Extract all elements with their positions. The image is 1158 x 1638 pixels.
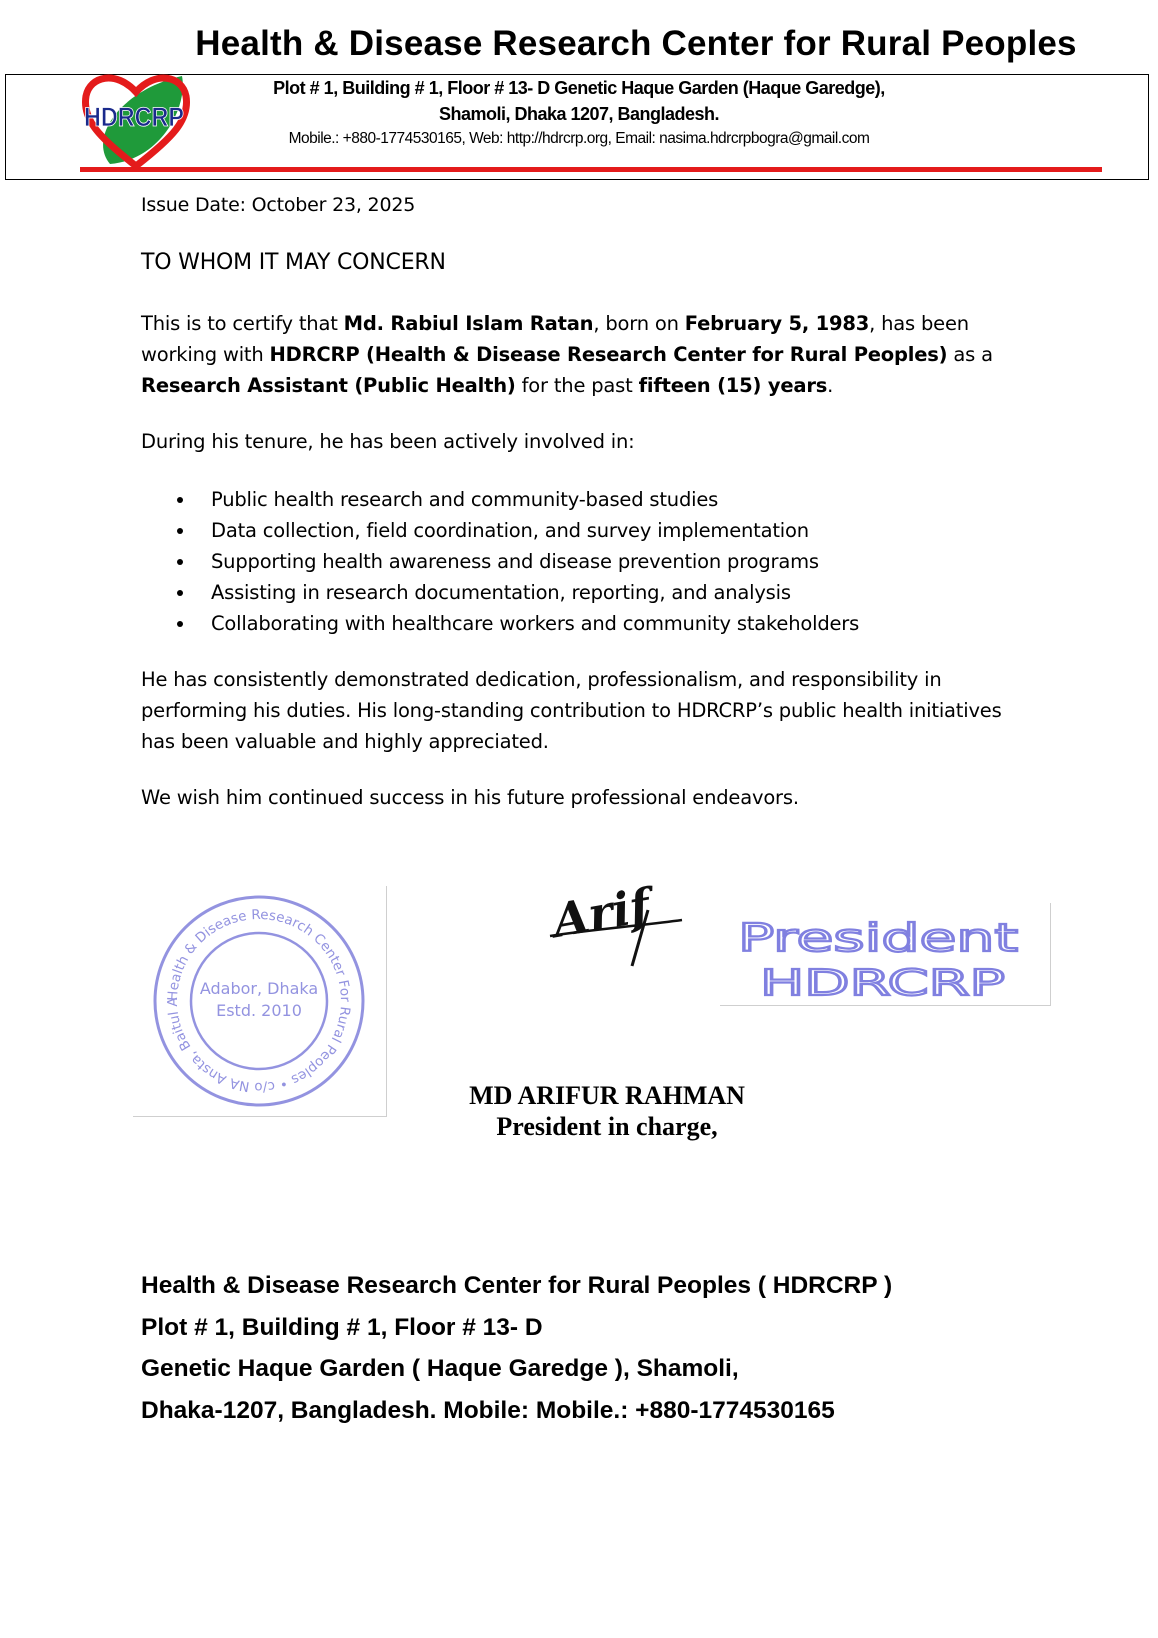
footer-line1: Health & Disease Research Center for Rural Peoples ( HDRCRP ) bbox=[141, 1272, 893, 1299]
seal-center-line2: Estd. 2010 bbox=[216, 1001, 302, 1020]
tenure-intro: During his tenure, he has been actively involved in: bbox=[141, 430, 635, 453]
footer-line4: Dhaka-1207, Bangladesh. Mobile: Mobile.: +880-1774530165 bbox=[141, 1396, 835, 1424]
list-item: Supporting health awareness and disease prevention programs bbox=[141, 546, 859, 577]
list-item: Data collection, field coordination, and survey implementation bbox=[141, 515, 859, 546]
footer-line3: Genetic Haque Garden ( Haque Garedge ), Shamoli, bbox=[141, 1355, 739, 1382]
employee-position: Research Assistant (Public Health) bbox=[141, 374, 516, 397]
footer-line2: Plot # 1, Building # 1, Floor # 13- D bbox=[141, 1313, 543, 1341]
duties-list bbox=[141, 484, 859, 639]
bullet-icon bbox=[177, 528, 183, 534]
president-stamp bbox=[720, 903, 1051, 1006]
logo-text: HDRCRP bbox=[84, 102, 184, 132]
bullet-icon bbox=[177, 621, 183, 627]
seal-ring-text: Health & Disease Research Center For Rural Peoples • c/o NA Ansta, Baitul A bbox=[164, 906, 354, 1096]
bullet-icon bbox=[177, 559, 183, 565]
letterhead-address-line1: Plot # 1, Building # 1, Floor # 13- D Genetic Haque Garden (Haque Garedge), bbox=[273, 78, 885, 98]
employment-duration: fifteen (15) years bbox=[638, 374, 828, 397]
certification-paragraph: This is to certify that Md. Rabiul Islam Ratan, born on February 5, 1983, has been working with HDRCRP (Health & Disease Research Center for Rural Peoples) as a Research Assistant (Public Health) for the past fifteen (15) years. bbox=[141, 312, 993, 397]
closing-paragraph: We wish him continued success in his future professional endeavors. bbox=[141, 786, 799, 809]
footer-address bbox=[141, 1265, 892, 1431]
letterhead-title: Health & Disease Research Center for Rural Peoples bbox=[195, 24, 1077, 63]
signer-title: President in charge, bbox=[496, 1112, 718, 1141]
issue-date: Issue Date: October 23, 2025 bbox=[141, 194, 416, 216]
president-stamp-line1: President bbox=[738, 916, 1018, 960]
list-item: Assisting in research documentation, reporting, and analysis bbox=[141, 577, 859, 608]
letterhead-red-rule bbox=[80, 167, 1102, 172]
bullet-icon bbox=[177, 590, 183, 596]
organization-seal bbox=[133, 886, 387, 1117]
organization-name: HDRCRP (Health & Disease Research Center for Rural Peoples) bbox=[269, 343, 948, 366]
list-item: Public health research and community-based studies bbox=[141, 484, 859, 515]
signer-name: MD ARIFUR RAHMAN bbox=[469, 1081, 745, 1110]
seal-stamp-icon bbox=[133, 886, 386, 1116]
performance-paragraph: He has consistently demonstrated dedication, professionalism, and responsibility in performing his duties. His long-standing contribution to HDRCRP’s public health initiatives has been valuable and highly appreciated. bbox=[141, 668, 1002, 753]
employee-dob: February 5, 1983 bbox=[684, 312, 870, 335]
employee-name: Md. Rabiul Islam Ratan bbox=[343, 312, 594, 335]
letterhead-contact-line: Mobile.: +880-1774530165, Web: http://hdrcrp.org, Email: nasima.hdrcrpbogra@gmail.com bbox=[288, 130, 870, 147]
signature-text: Arif bbox=[548, 878, 654, 949]
letterhead-address-line2: Shamoli, Dhaka 1207, Bangladesh. bbox=[438, 104, 720, 124]
bullet-icon bbox=[177, 497, 183, 503]
signature bbox=[548, 870, 688, 970]
list-item: Collaborating with healthcare workers and community stakeholders bbox=[141, 608, 859, 639]
president-stamp-line2: HDRCRP bbox=[760, 963, 1005, 1004]
salutation: TO WHOM IT MAY CONCERN bbox=[141, 250, 446, 275]
seal-center-line1: Adabor, Dhaka bbox=[199, 979, 319, 998]
president-stamp-icon bbox=[720, 903, 1050, 1005]
